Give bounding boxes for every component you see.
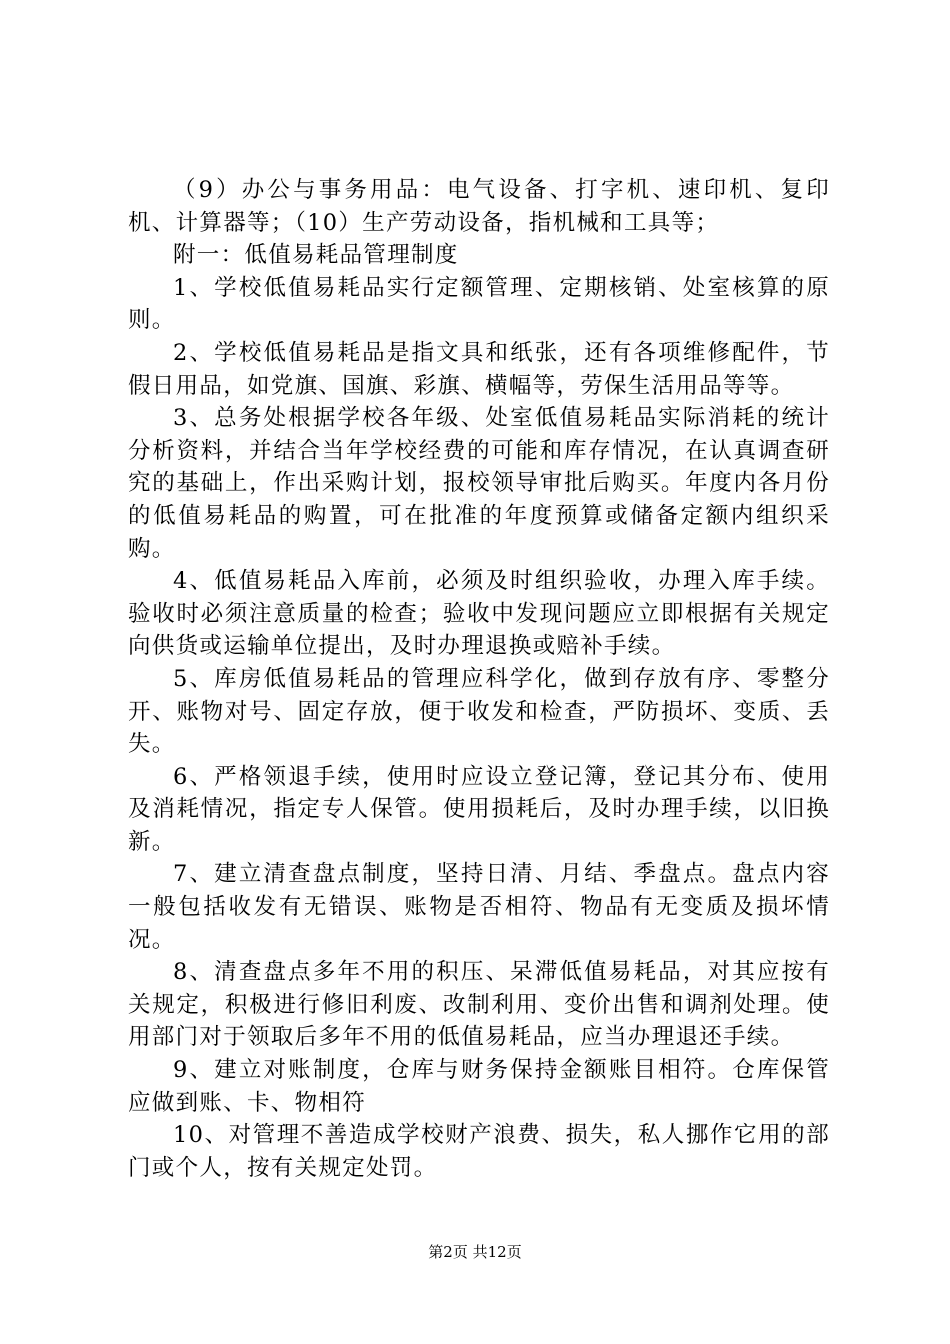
paragraph-rule-9: 9、建立对账制度，仓库与财务保持金额账目相符。仓库保管应做到账、卡、物相符 [128,1057,830,1116]
paragraph-appendix-title: 附一：低值易耗品管理制度 [173,242,459,269]
paragraph-rule-2: 2、学校低值易耗品是指文具和纸张，还有各项维修配件，节假日用品，如党旗、国旗、彩旗、横幅等，劳保生活用品等等。 [128,339,830,399]
document-body [128,174,830,1184]
page-footer [0,1242,950,1262]
paragraph-rule-3: 3、总务处根据学校各年级、处室低值易耗品实际消耗的统计分析资料，并结合当年学校经费的可能和库存情况，在认真调查研究的基础上，作出采购计划，报校领导审批后购买。年度内各月份的低值易耗品的购置，可在批准的年度预算或储备定额内组织采购。 [128,405,830,562]
paragraph-rule-1: 1、学校低值易耗品实行定额管理、定期核销、处室核算的原则。 [128,274,830,334]
paragraph-rule-4: 4、低值易耗品入库前，必须及时组织验收，办理入库手续。验收时必须注意质量的检查；验收中发现问题应立即根据有关规定向供货或运输单位提出，及时办理退换或赔补手续。 [128,568,830,660]
paragraph-rule-10: 10、对管理不善造成学校财产浪费、损失，私人挪作它用的部门或个人，按有关规定处罚。 [128,1122,830,1181]
page-number: 第2页 共12页 [428,1243,522,1261]
paragraph-rule-6: 6、严格领退手续，使用时应设立登记簿，登记其分布、使用及消耗情况，指定专人保管。使用损耗后，及时办理手续，以旧换新。 [128,763,830,855]
paragraph-office-supplies: （9）办公与事务用品：电气设备、打字机、速印机、复印机、计算器等；（10）生产劳动设备，指机械和工具等； [128,177,830,236]
paragraph-rule-7: 7、建立清查盘点制度，坚持日清、月结、季盘点。盘点内容一般包括收发有无错误、账物是否相符、物品有无变质及损坏情况。 [128,861,830,953]
paragraph-rule-8: 8、清查盘点多年不用的积压、呆滞低值易耗品，对其应按有关规定，积极进行修旧利废、改制利用、变价出售和调剂处理。使用部门对于领取后多年不用的低值易耗品，应当办理退还手续。 [128,959,830,1051]
paragraph-rule-5: 5、库房低值易耗品的管理应科学化，做到存放有序、零整分开、账物对号、固定存放，便于收发和检查，严防损坏、变质、丢失。 [128,665,830,758]
